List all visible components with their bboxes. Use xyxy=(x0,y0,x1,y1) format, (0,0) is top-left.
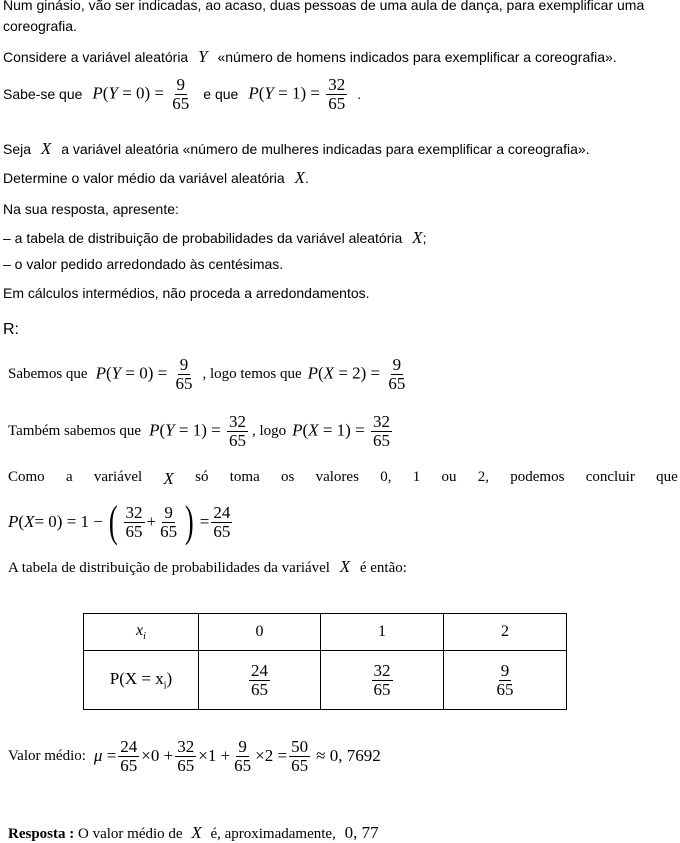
solution-text: Também sabemos que xyxy=(8,422,142,439)
table-row xyxy=(84,614,567,651)
fraction: $\frac{32}{65}$ xyxy=(125,502,143,541)
solution-word: ou xyxy=(441,469,457,485)
problem-line-1: Num ginásio, vão ser indicadas, ao acaso, duas pessoas de uma aula de dança, para exemplificar uma xyxy=(3,0,645,13)
solution-word: variável xyxy=(93,469,143,485)
table-cell xyxy=(199,651,321,710)
table-cell xyxy=(444,651,567,710)
fraction: $\frac{32}{65}$ xyxy=(372,412,390,450)
fraction: $\frac{32}{65}$ xyxy=(177,737,195,775)
solution-word: os xyxy=(281,469,295,485)
solution-word: que xyxy=(656,469,678,485)
mean-line xyxy=(8,738,381,775)
problem-line-8: – o valor pedido arredondado às centésimas. xyxy=(3,256,284,272)
problem-line-9: Em cálculos intermédios, não proceda a arredondamentos. xyxy=(3,285,370,301)
fraction: $\frac{24}{65}$ xyxy=(213,502,231,541)
solution-word: podemos xyxy=(510,469,565,485)
variable-x: X xyxy=(339,557,351,576)
fraction: $\frac{24}{65}$ xyxy=(120,737,138,775)
distribution-table xyxy=(83,613,567,710)
solution-word: concluir xyxy=(585,469,635,485)
problem-text: ; xyxy=(422,230,427,246)
answer-label: R: xyxy=(3,321,19,338)
final-text: O valor médio de xyxy=(78,826,183,842)
variable-x: X xyxy=(412,228,423,247)
final-text: é, aproximadamente, xyxy=(210,826,336,842)
formula-py1: P(Y = 1) = $\frac{32}{65}$ xyxy=(149,412,246,450)
solution-line-2 xyxy=(8,413,394,450)
fraction: $\frac{9}{65}$ xyxy=(172,75,190,113)
fraction: $\frac{32}{65}$ xyxy=(328,75,346,113)
fraction: $\frac{24}{65}$ xyxy=(251,660,268,699)
table-header-cell: 1 xyxy=(321,614,444,651)
problem-line-7 xyxy=(3,228,426,248)
table-header-cell: 2 xyxy=(444,614,567,651)
solution-word: só xyxy=(195,469,209,485)
formula-py0: P(Y = 0) = $\frac{9}{65}$ xyxy=(95,355,193,393)
mean-formula: μ = $\frac{24}{65}$ ×0 + $\frac{32}{65}$ ×1 + $\frac{9}{65}$ ×2 = $\frac{50}{65}$ ≈ 0, 7692 xyxy=(93,737,381,775)
formula-px1: P(X = 1) = $\frac{32}{65}$ xyxy=(292,412,390,450)
fraction: $\frac{9}{65}$ xyxy=(160,502,178,541)
final-label: Resposta : xyxy=(8,826,75,842)
problem-text: Sabe-se que xyxy=(3,86,83,103)
solution-word: a xyxy=(65,469,73,485)
solution-word: toma xyxy=(229,469,260,485)
solution-word: Como xyxy=(8,469,45,485)
fraction: $\frac{32}{65}$ xyxy=(373,660,391,699)
variable-y: Y xyxy=(198,47,208,66)
solution-text: é então: xyxy=(359,560,407,576)
table-header-cell: $x_i$ xyxy=(84,614,199,651)
problem-text: . xyxy=(357,86,362,103)
problem-text: a variável aleatória «número de mulheres indicadas para exemplificar a coreografia». xyxy=(61,141,590,157)
variable-x: X xyxy=(191,823,202,842)
mean-result: ≈ 0, 7692 xyxy=(316,746,381,766)
solution-word: 2, xyxy=(477,469,489,485)
variable-x: X xyxy=(163,469,174,488)
problem-text: Seja xyxy=(3,141,32,157)
final-answer xyxy=(8,823,379,843)
formula-py0: P(Y = 0) = $\frac{9}{65}$ xyxy=(92,75,190,113)
solution-line-1 xyxy=(8,356,409,393)
problem-text: e que xyxy=(203,86,239,103)
big-paren: ( xyxy=(108,497,118,546)
big-paren: ) xyxy=(185,497,194,546)
table-row-label: $P(X = x_i)$ xyxy=(84,651,199,710)
problem-text: Determine o valor médio da variável aleatória xyxy=(3,170,285,186)
problem-text: – a tabela de distribuição de probabilidades da variável aleatória xyxy=(3,230,403,246)
solution-word: 1 xyxy=(412,469,421,485)
variable-x: X xyxy=(294,168,305,187)
table-cell xyxy=(321,651,444,710)
variable-x: X xyxy=(40,139,52,158)
formula-px0: P ( X = 0) = 1 − ( $\frac{32}{65}$ + $\frac{9}{65}$ ) = $\frac{24}{65}$ xyxy=(8,497,231,546)
fraction: $\frac{9}{65}$ xyxy=(234,737,252,775)
problem-line-6: Na sua resposta, apresente: xyxy=(3,201,179,217)
problem-line-2 xyxy=(3,47,617,67)
problem-line-5 xyxy=(3,168,309,188)
problem-text: . xyxy=(304,170,309,186)
solution-text: Sabemos que xyxy=(8,365,88,382)
problem-line-4 xyxy=(3,139,590,159)
fraction: $\frac{9}{65}$ xyxy=(496,660,514,699)
solution-line-4 xyxy=(8,557,407,577)
problem-text: Considere a variável aleatória xyxy=(3,49,189,65)
fraction: $\frac{9}{65}$ xyxy=(388,355,406,393)
problem-line-3 xyxy=(3,76,361,113)
solution-text: , logo xyxy=(251,422,287,439)
fraction: $\frac{32}{65}$ xyxy=(228,412,246,450)
fraction: $\frac{9}{65}$ xyxy=(175,355,193,393)
final-value: 0, 77 xyxy=(344,823,379,842)
solution-text: , logo temos que xyxy=(202,365,302,382)
solution-word: valores xyxy=(315,469,359,485)
solution-text: A tabela de distribuição de probabilidades da variável xyxy=(8,560,330,576)
formula-py1: P(Y = 1) = $\frac{32}{65}$ xyxy=(248,75,346,113)
solution-line-3 xyxy=(8,469,678,489)
solution-word: 0, xyxy=(380,469,392,485)
table-header-cell: 0 xyxy=(199,614,321,651)
problem-text: «número de homens indicados para exemplificar a coreografia». xyxy=(217,49,617,65)
table-row xyxy=(84,651,567,710)
mean-label: Valor médio: xyxy=(8,747,86,764)
problem-line-1b: coreografia. xyxy=(3,18,77,34)
fraction: $\frac{50}{65}$ xyxy=(291,737,309,775)
formula-px2: P(X = 2) = $\frac{9}{65}$ xyxy=(307,355,406,393)
